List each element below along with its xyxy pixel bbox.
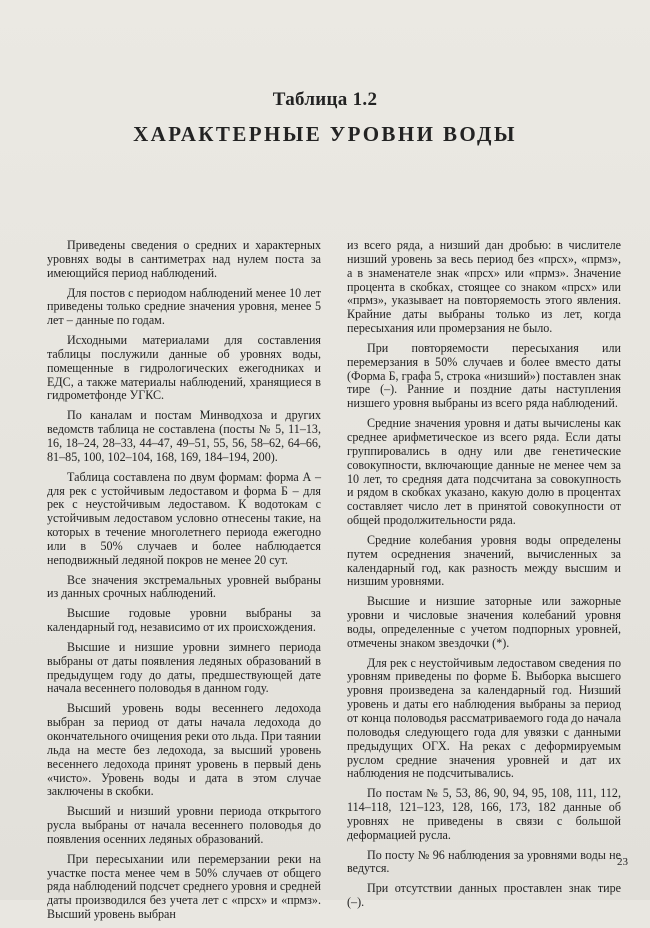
page-title: ХАРАКТЕРНЫЕ УРОВНИ ВОДЫ <box>133 122 517 146</box>
paragraph: Все значения экстремальных уровней выбраны из данных срочных наблюдений. <box>47 572 321 601</box>
paragraph: Средние значения уровня и даты вычислены как среднее арифметическое из всего ряда. Если даты группировались в одну или две генетические совокупности, включающие данные не менее чем за 10 лет, то средняя дата подсчитана за совокупность и рядом в скобках указано, какую долю в процентах составляет число лет в принятой совокупности от общей продолжительности ряда. <box>347 416 621 528</box>
table-header <box>0 88 650 148</box>
page-number: 23 <box>617 856 628 868</box>
paragraph: Высшие и низшие уровни зимнего периода выбраны от даты появления ледяных образований в предыдущем году до даты, предшествующей дате начала весеннего половодья в данном году. <box>47 639 321 696</box>
paragraph: Таблица составлена по двум формам: форма А – для рек с устойчивым ледоставом и форма Б – для рек с неустойчивым ледоставом. К водотокам с устойчивым ледоставом условно отнесены такие, на которых в течение многолетнего периода ежегодно или в 50% случаев и более наблюдается неподвижный ледяной покров не менее 20 сут. <box>47 469 321 567</box>
paragraph: Высший уровень воды весеннего ледохода выбран за период от даты начала ледохода до окончательного очищения реки ото льда. При таянии льда на месте без ледохода, за высший уровень весеннего ледохода принят уровень в первый день «чисто». Уровень воды и дата в этом случае заключены в скобки. <box>47 701 321 799</box>
paragraph: Для постов с периодом наблюдений менее 10 лет приведены только средние значения уровня, менее 5 лет – данные по годам. <box>47 285 321 328</box>
paragraph: Приведены сведения о средних и характерных уровнях воды в сантиметрах над нулем поста за имеющийся период наблюдений. <box>47 238 321 280</box>
paragraph: По посту № 96 наблюдения за уровнями воды не ведутся. <box>347 847 621 876</box>
paragraph: При пересыхании или перемерзании реки на участке поста менее чем в 50% случаев от общего ряда наблюдений подсчет среднего уровня и средней даты производился без учета лет с «прсх» и «прмз». Высший уровень выбран <box>47 851 321 922</box>
paragraph: По постам № 5, 53, 86, 90, 94, 95, 108, 111, 112, 114–118, 121–123, 128, 166, 173, 182 данные об уровнях не приведены в связи с большой деформацией русла. <box>347 786 621 842</box>
left-column <box>47 239 321 928</box>
paragraph: При отсутствии данных проставлен знак тире (–). <box>347 881 621 910</box>
paragraph: Высшие годовые уровни выбраны за календарный год, независимо от их происхождения. <box>47 606 321 635</box>
paragraph: Высший и низший уровни периода открытого русла выбраны от начала весеннего половодья до появления осенних ледяных образований. <box>47 804 321 846</box>
table-number: Таблица 1.2 <box>272 89 378 110</box>
paragraph: Исходными материалами для составления таблицы послужили данные об уровнях воды, помещенные в гидрологических ежегодниках и ЕДС, а также материалы наблюдений, хранящиеся в гидрометфонде УГКС. <box>47 333 321 403</box>
paragraph: Средние колебания уровня воды определены путем осреднения значений, вычисленных за календарный год, как разность между высшим и низшим уровнями. <box>347 532 621 589</box>
right-column <box>347 239 621 916</box>
paragraph: Для рек с неустойчивым ледоставом сведения по уровням приведены по форме Б. Выборка высшего уровня произведена за календарный год. Низший уровень и даты его наблюдения выбраны за период от конца половодья рассматриваемого года до начала половодья следующего года для увязки с данными предыдущих ОГХ. На реках с деформируемым руслом средние значения уровней и дат их наблюдения не подсчитывались. <box>347 655 621 781</box>
paragraph: По каналам и постам Минводхоза и других ведомств таблица не составлена (посты № 5, 11–13, 16, 18–24, 28–33, 44–47, 49–51, 55, 56, 58–62, 64–66, 81–85, 100, 102–104, 168, 169, 184–194, 200). <box>47 408 321 464</box>
paragraph: из всего ряда, а низший дан дробью: в числителе низший уровень за весь период без «прсх», «прмз», а в знаменателе знак «прсх» или «прмз». Значение процента в скобках, стоящее со знаком «прсх» или «прмз», указывает на повторяемость этого явления. Крайние даты выбраны только из лет, когда пересыхания или промерзания не было. <box>347 238 621 336</box>
paragraph: Высшие и низшие заторные или зажорные уровни и числовые значения колебаний уровня воды, определенные с учетом подпорных уровней, отмечены знаком звездочки (*). <box>347 594 621 650</box>
paragraph: При повторяемости пересыхания или перемерзания в 50% случаев и более вместо даты (Форма Б, графа 5, строка «низший») поставлен знак тире (–). Ранние и поздние даты наступления низшего уровня выбраны из всего ряда наблюдений. <box>347 340 621 411</box>
